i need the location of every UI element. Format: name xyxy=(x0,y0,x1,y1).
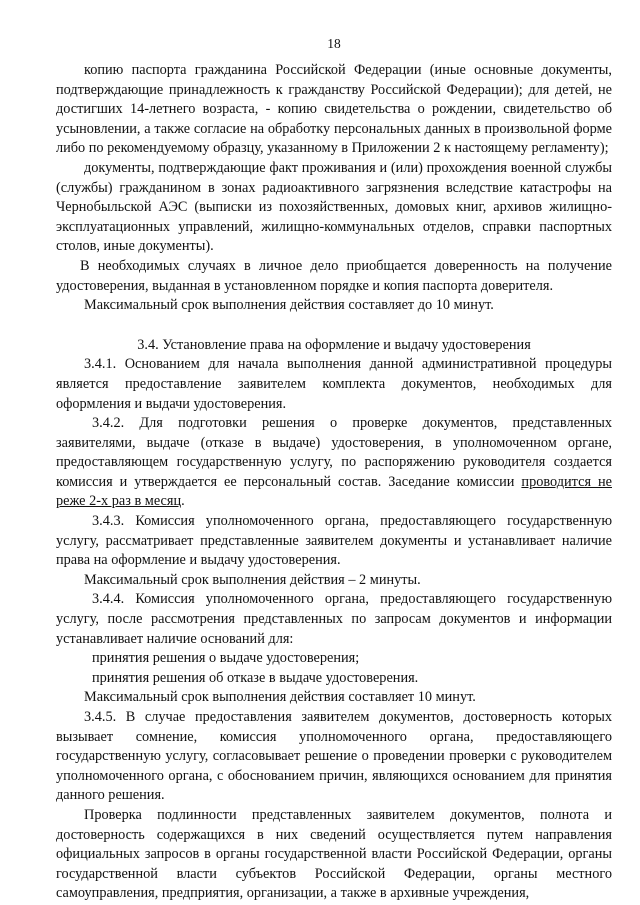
section-heading-3-4: 3.4. Установление права на оформление и выдачу удостоверения xyxy=(137,336,531,353)
paragraph-3-4-4: 3.4.4. Комиссия уполномоченного органа, предоставляющего государственную услугу, после рассмотрения представленных по запросам документов и информации устанавливает наличие оснований для: xyxy=(56,591,612,647)
paragraph-3-4-2-underlined: проводится не реже 2-х раз в месяц xyxy=(56,473,612,510)
list-item-refusal-decision: принятия решения об отказе в выдаче удостоверения. xyxy=(92,669,419,686)
paragraph-residence-documents: документы, подтверждающие факт проживания и (или) прохождения военной службы (службы) гражданином в зонах радиоактивного загрязнения вследствие катастрофы на Чернобыльской АЭС (выписки из похозяйственных, домовых книг, архивов жилищно-эксплуатационных управлений, жилищно-коммунальных отделов, справки паспортных столов, иные документы). xyxy=(56,159,612,255)
paragraph-time-limit-10min: Максимальный срок выполнения действия составляет до 10 минут. xyxy=(84,297,494,314)
paragraph-3-4-4-time-limit: Максимальный срок выполнения действия составляет 10 минут. xyxy=(84,689,476,706)
paragraph-3-4-5: 3.4.5. В случае предоставления заявителем документов, достоверность которых вызывает сомнение, комиссия уполномоченного органа, предоставляющего государственную услугу, согласовывает решение о проведении проверки с руководителем уполномоченного органа, с обоснованием причин, являющихся основанием для принятия данного решения. xyxy=(56,709,612,804)
list-item-issue-decision: принятия решения о выдаче удостоверения; xyxy=(92,650,360,667)
paragraph-document-verification: Проверка подлинности представленных заявителем документов, полнота и достоверность содержащихся в них сведений осуществляется путем направления официальных запросов в органы государственной власти Российской Федерации, органы государственной власти субъектов Российской Федерации, органы местного самоуправления, предприятия, организации, а также в архивные учреждения, xyxy=(56,806,612,902)
paragraph-3-4-2-end: . xyxy=(181,493,185,510)
paragraph-3-4-2-text: 3.4.2. Для подготовки решения о проверке документов, представленных заявителями, выдаче (отказе в выдаче) удостоверения, в уполномоченном органе, предоставляющем государственную услугу, по распоряжению руководителя создается комиссия и утверждается ее персональный состав. Заседание комиссии xyxy=(56,415,612,490)
paragraph-3-4-1: 3.4.1. Основанием для начала выполнения данной административной процедуры является предоставление заявителем комплекта документов, необходимых для оформления и выдачи удостоверения. xyxy=(56,356,612,412)
paragraph-3-4-2 xyxy=(56,414,612,512)
paragraph-passport-copy: копию паспорта гражданина Российской Федерации (иные основные документы, подтверждающие принадлежность к гражданству Российской Федерации); для детей, не достигших 14-летнего возраста, - копию свидетельства о рождении, свидетельство об усыновлении, а также согласие на обработку персональных данных в произвольной форме либо по рекомендуемому образцу, указанному в Приложении 2 к настоящему регламенту); xyxy=(56,62,612,157)
page-body xyxy=(56,61,612,904)
paragraph-3-4-3-time-limit: Максимальный срок выполнения действия – 2 минуты. xyxy=(84,571,421,588)
document-page xyxy=(56,0,612,905)
paragraph-power-of-attorney: В необходимых случаях в личное дело приобщается доверенность на получение удостоверения, выданная в установленном порядке и копия паспорта доверителя. xyxy=(56,257,612,294)
page-number: 18 xyxy=(327,36,341,51)
paragraph-3-4-3: 3.4.3. Комиссия уполномоченного органа, предоставляющего государственную услугу, рассматривает представленные заявителем документы и устанавливает наличие права на оформление и выдачу удостоверения. xyxy=(56,513,612,569)
